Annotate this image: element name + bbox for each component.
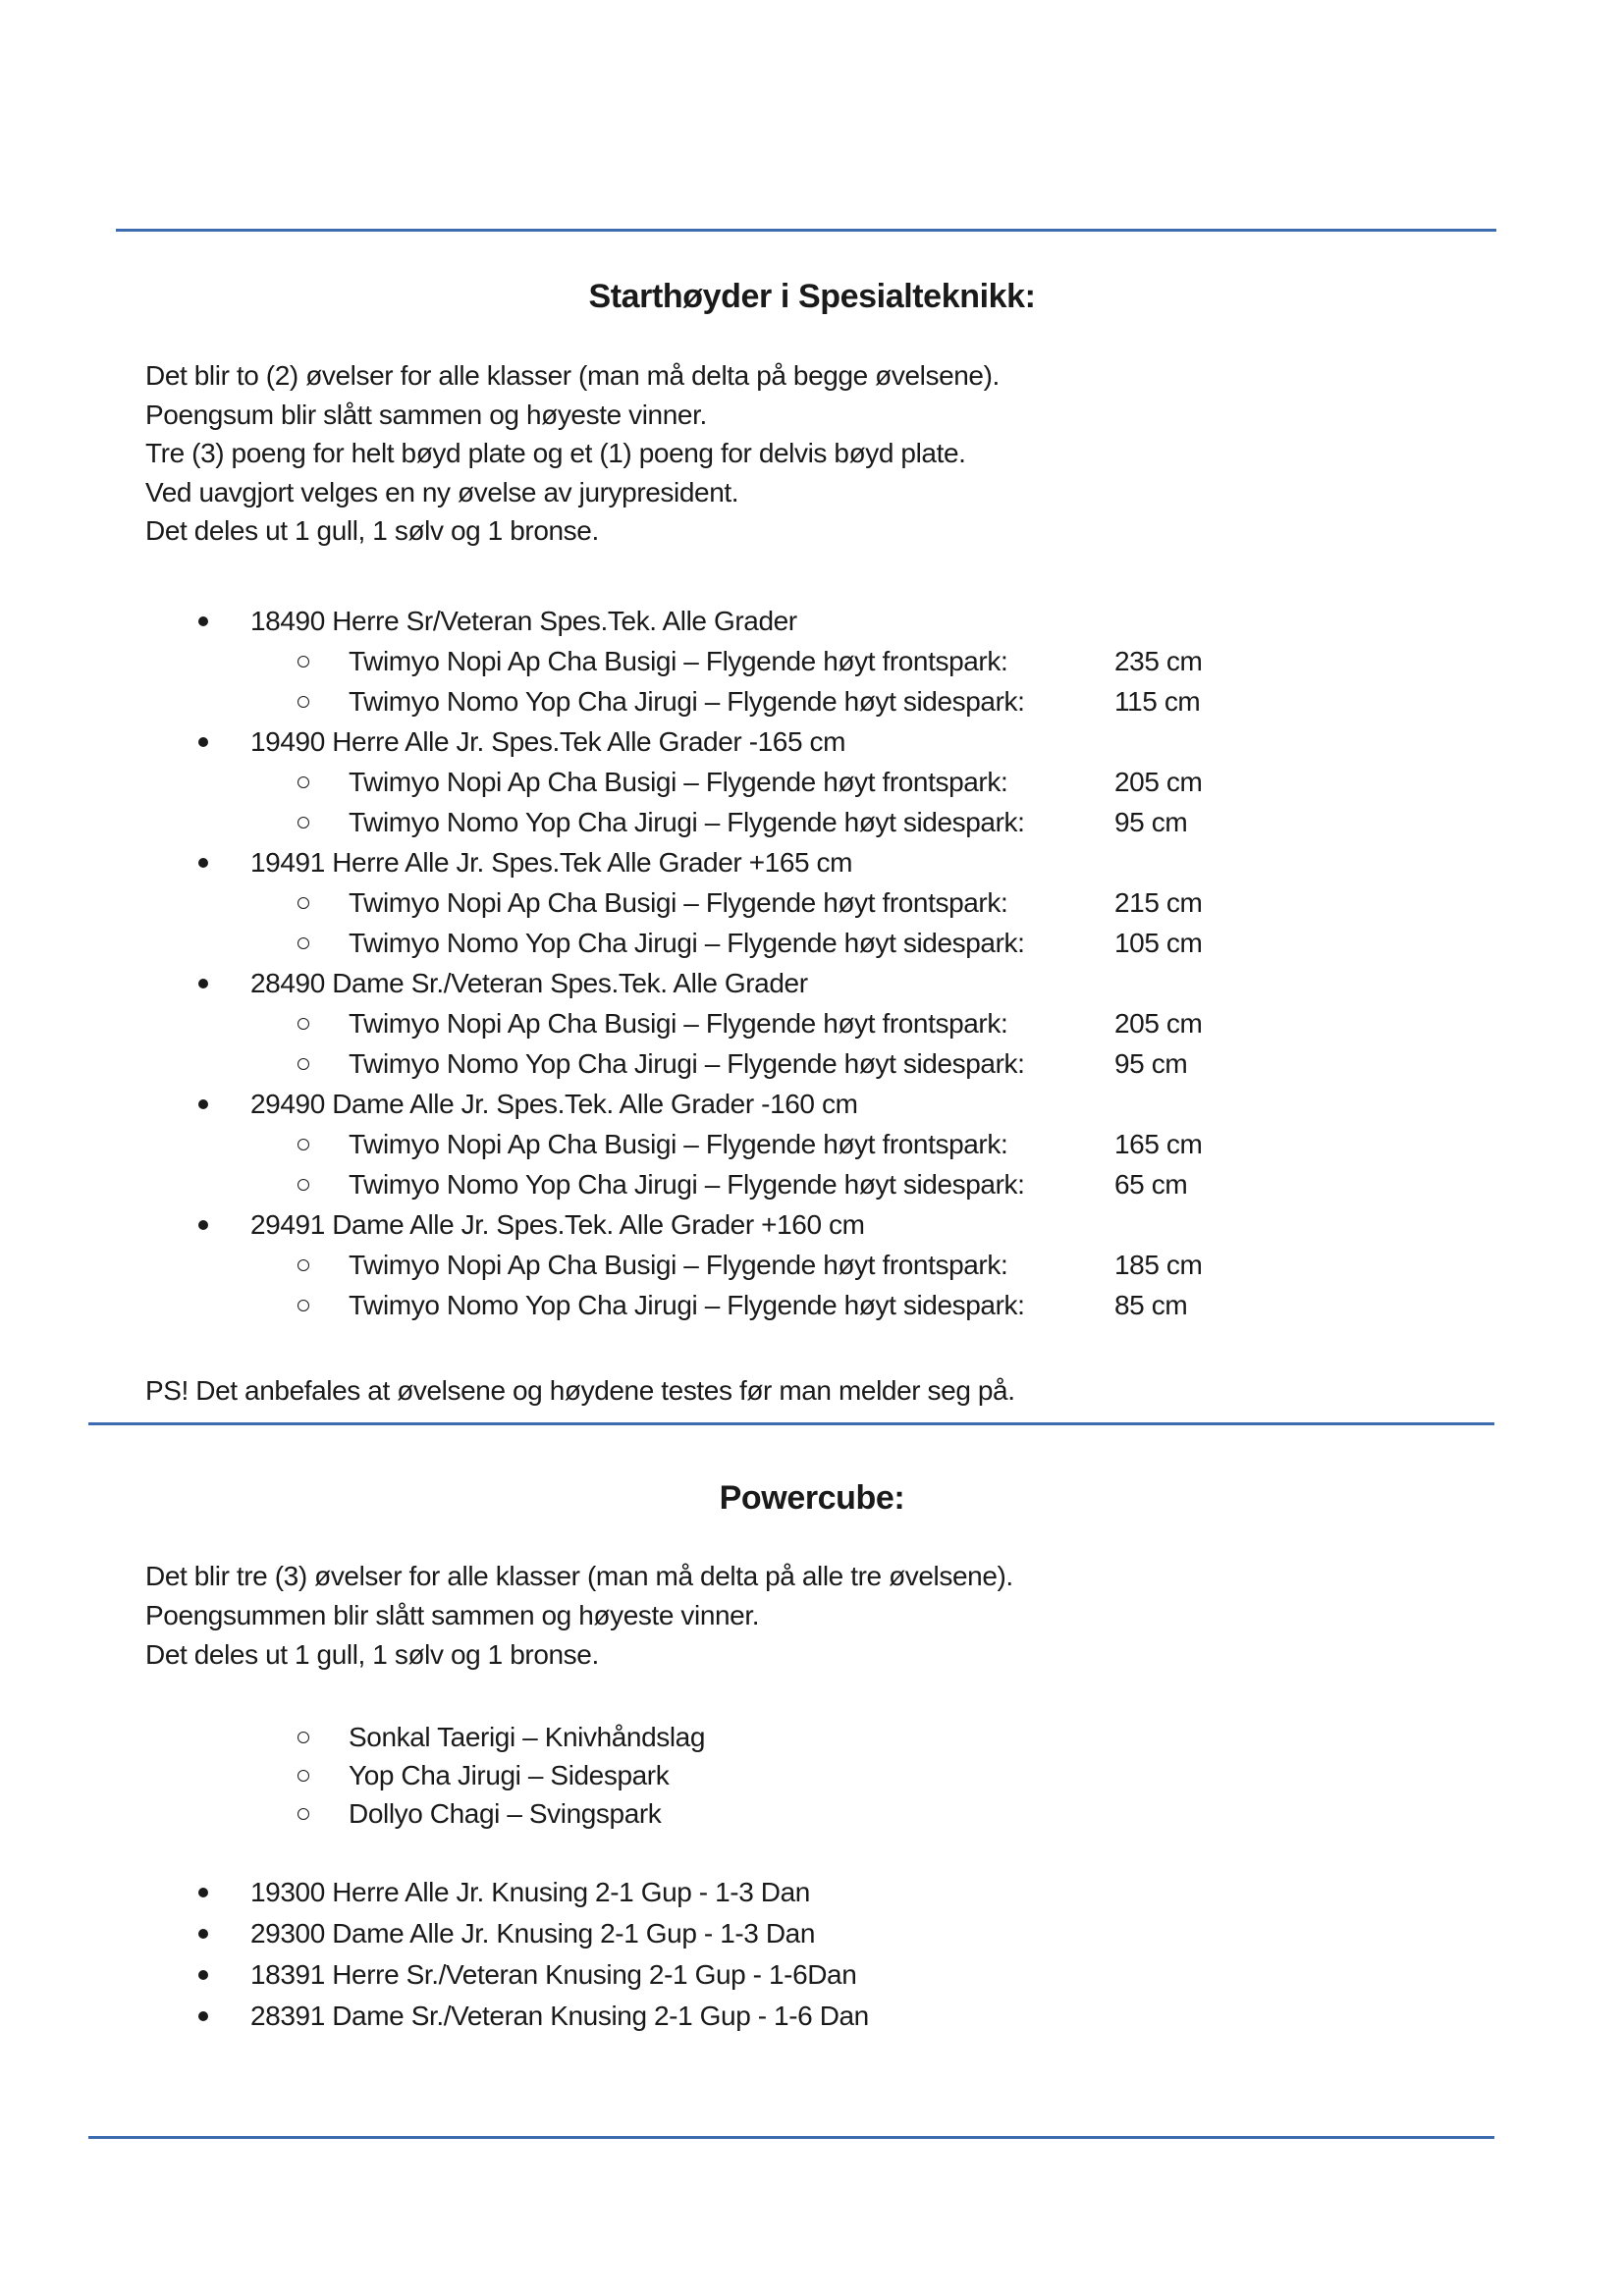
event-item bbox=[0, 1204, 1624, 1245]
event-heading: 28490 Dame Sr./Veteran Spes.Tek. Alle Grader bbox=[250, 968, 808, 998]
bullet-disc-icon bbox=[198, 1220, 208, 1230]
exercise-item bbox=[0, 1124, 1624, 1164]
exercise-label: Twimyo Nomo Yop Cha Jirugi – Flygende høyt sidespark: bbox=[349, 807, 1025, 837]
bullet-circle-icon bbox=[298, 937, 309, 949]
event-heading: 19490 Herre Alle Jr. Spes.Tek Alle Grader -165 cm bbox=[250, 726, 846, 757]
bullet-disc-icon bbox=[198, 2011, 208, 2021]
event-item bbox=[0, 1954, 1624, 1996]
exercise-label: Sonkal Taerigi – Knivhåndslag bbox=[349, 1722, 706, 1752]
exercise-item bbox=[0, 1164, 1624, 1204]
exercise-item bbox=[0, 802, 1624, 842]
exercise-item bbox=[0, 1003, 1624, 1043]
top-section-divider bbox=[116, 229, 1496, 232]
bullet-circle-icon bbox=[298, 1139, 309, 1150]
exercise-label: Twimyo Nomo Yop Cha Jirugi – Flygende høyt sidespark: bbox=[349, 928, 1025, 958]
start-height-value: 185 cm bbox=[1114, 1250, 1203, 1280]
section1-intro bbox=[145, 356, 1000, 551]
bullet-circle-icon bbox=[298, 1732, 309, 1743]
paragraph-line: Det deles ut 1 gull, 1 sølv og 1 bronse. bbox=[145, 1639, 599, 1670]
bullet-disc-icon bbox=[198, 858, 208, 868]
event-heading: 19300 Herre Alle Jr. Knusing 2-1 Gup - 1-3 Dan bbox=[250, 1877, 810, 1907]
event-item bbox=[0, 1913, 1624, 1954]
exercise-item bbox=[0, 681, 1624, 721]
paragraph-line: Det blir tre (3) øvelser for alle klasser (man må delta på alle tre øvelsene). bbox=[145, 1561, 1013, 1591]
paragraph-line: Det deles ut 1 gull, 1 sølv og 1 bronse. bbox=[145, 515, 599, 546]
paragraph-line: Tre (3) poeng for helt bøyd plate og et (1) poeng for delvis bøyd plate. bbox=[145, 438, 966, 468]
bullet-disc-icon bbox=[198, 737, 208, 747]
exercise-item bbox=[0, 1245, 1624, 1285]
bullet-circle-icon bbox=[298, 1179, 309, 1191]
section2-intro bbox=[145, 1557, 1013, 1675]
bottom-section-divider bbox=[88, 2136, 1494, 2139]
special-technique-event-list bbox=[0, 601, 1624, 1325]
exercise-item bbox=[0, 923, 1624, 963]
section2-title: Powercube: bbox=[719, 1479, 905, 1517]
bullet-circle-icon bbox=[298, 817, 309, 828]
bullet-disc-icon bbox=[198, 1970, 208, 1980]
exercise-label: Twimyo Nopi Ap Cha Busigi – Flygende høyt frontspark: bbox=[349, 1008, 1008, 1039]
event-heading: 28391 Dame Sr./Veteran Knusing 2-1 Gup - 1-6 Dan bbox=[250, 2001, 869, 2031]
event-item bbox=[0, 1872, 1624, 1913]
exercise-label: Twimyo Nopi Ap Cha Busigi – Flygende høyt frontspark: bbox=[349, 767, 1008, 797]
event-item bbox=[0, 721, 1624, 762]
ps-note: PS! Det anbefales at øvelsene og høydene testes før man melder seg på. bbox=[145, 1375, 1015, 1406]
exercise-label: Yop Cha Jirugi – Sidespark bbox=[349, 1760, 670, 1790]
exercise-label: Twimyo Nopi Ap Cha Busigi – Flygende høyt frontspark: bbox=[349, 1250, 1008, 1280]
bullet-circle-icon bbox=[298, 1770, 309, 1782]
event-item bbox=[0, 1084, 1624, 1124]
paragraph-line: Poengsum blir slått sammen og høyeste vinner. bbox=[145, 399, 707, 430]
bullet-disc-icon bbox=[198, 616, 208, 626]
bullet-circle-icon bbox=[298, 897, 309, 909]
exercise-item bbox=[0, 762, 1624, 802]
event-heading: 29300 Dame Alle Jr. Knusing 2-1 Gup - 1-3 Dan bbox=[250, 1918, 816, 1949]
paragraph-line: Poengsummen blir slått sammen og høyeste vinner. bbox=[145, 1600, 760, 1630]
bullet-circle-icon bbox=[298, 656, 309, 667]
start-height-value: 165 cm bbox=[1114, 1129, 1203, 1159]
exercise-label: Twimyo Nopi Ap Cha Busigi – Flygende høyt frontspark: bbox=[349, 1129, 1008, 1159]
bullet-circle-icon bbox=[298, 1259, 309, 1271]
start-height-value: 85 cm bbox=[1114, 1290, 1188, 1320]
exercise-item bbox=[0, 1756, 1624, 1794]
start-height-value: 95 cm bbox=[1114, 807, 1188, 837]
start-height-value: 115 cm bbox=[1114, 686, 1201, 717]
bullet-disc-icon bbox=[198, 979, 208, 988]
exercise-item bbox=[0, 1285, 1624, 1325]
bullet-circle-icon bbox=[298, 776, 309, 788]
section1-title: Starthøyder i Spesialteknikk: bbox=[588, 278, 1036, 315]
bullet-circle-icon bbox=[298, 1300, 309, 1311]
bullet-circle-icon bbox=[298, 1058, 309, 1070]
event-heading: 19491 Herre Alle Jr. Spes.Tek Alle Grader +165 cm bbox=[250, 847, 853, 878]
exercise-item bbox=[0, 1718, 1624, 1756]
middle-section-divider bbox=[88, 1422, 1494, 1425]
event-item bbox=[0, 963, 1624, 1003]
start-height-value: 215 cm bbox=[1114, 887, 1203, 918]
exercise-item bbox=[0, 882, 1624, 923]
start-height-value: 205 cm bbox=[1114, 767, 1203, 797]
bullet-disc-icon bbox=[198, 1929, 208, 1939]
paragraph-line: Ved uavgjort velges en ny øvelse av jurypresident. bbox=[145, 476, 739, 507]
exercise-label: Twimyo Nomo Yop Cha Jirugi – Flygende høyt sidespark: bbox=[349, 1290, 1025, 1320]
exercise-label: Twimyo Nomo Yop Cha Jirugi – Flygende høyt sidespark: bbox=[349, 1048, 1025, 1079]
start-height-value: 105 cm bbox=[1114, 928, 1203, 958]
event-heading: 18490 Herre Sr/Veteran Spes.Tek. Alle Grader bbox=[250, 606, 797, 636]
start-height-value: 95 cm bbox=[1114, 1048, 1188, 1079]
powercube-event-list bbox=[0, 1872, 1624, 2037]
exercise-item bbox=[0, 1043, 1624, 1084]
bullet-disc-icon bbox=[198, 1099, 208, 1109]
bullet-circle-icon bbox=[298, 696, 309, 708]
exercise-label: Twimyo Nomo Yop Cha Jirugi – Flygende høyt sidespark: bbox=[349, 686, 1025, 717]
event-item bbox=[0, 1996, 1624, 2037]
event-item bbox=[0, 842, 1624, 882]
exercise-label: Dollyo Chagi – Svingspark bbox=[349, 1798, 662, 1829]
powercube-exercise-list bbox=[0, 1718, 1624, 1833]
start-height-value: 65 cm bbox=[1114, 1169, 1188, 1200]
exercise-label: Twimyo Nopi Ap Cha Busigi – Flygende høyt frontspark: bbox=[349, 646, 1008, 676]
start-height-value: 205 cm bbox=[1114, 1008, 1203, 1039]
bullet-disc-icon bbox=[198, 1888, 208, 1897]
event-heading: 29491 Dame Alle Jr. Spes.Tek. Alle Grader +160 cm bbox=[250, 1209, 865, 1240]
paragraph-line: Det blir to (2) øvelser for alle klasser (man må delta på begge øvelsene). bbox=[145, 360, 1000, 391]
exercise-item bbox=[0, 641, 1624, 681]
event-item bbox=[0, 601, 1624, 641]
event-heading: 29490 Dame Alle Jr. Spes.Tek. Alle Grader -160 cm bbox=[250, 1089, 858, 1119]
start-height-value: 235 cm bbox=[1114, 646, 1203, 676]
bullet-circle-icon bbox=[298, 1018, 309, 1030]
exercise-item bbox=[0, 1794, 1624, 1833]
event-heading: 18391 Herre Sr./Veteran Knusing 2-1 Gup - 1-6Dan bbox=[250, 1959, 857, 1990]
exercise-label: Twimyo Nopi Ap Cha Busigi – Flygende høyt frontspark: bbox=[349, 887, 1008, 918]
exercise-label: Twimyo Nomo Yop Cha Jirugi – Flygende høyt sidespark: bbox=[349, 1169, 1025, 1200]
bullet-circle-icon bbox=[298, 1808, 309, 1820]
